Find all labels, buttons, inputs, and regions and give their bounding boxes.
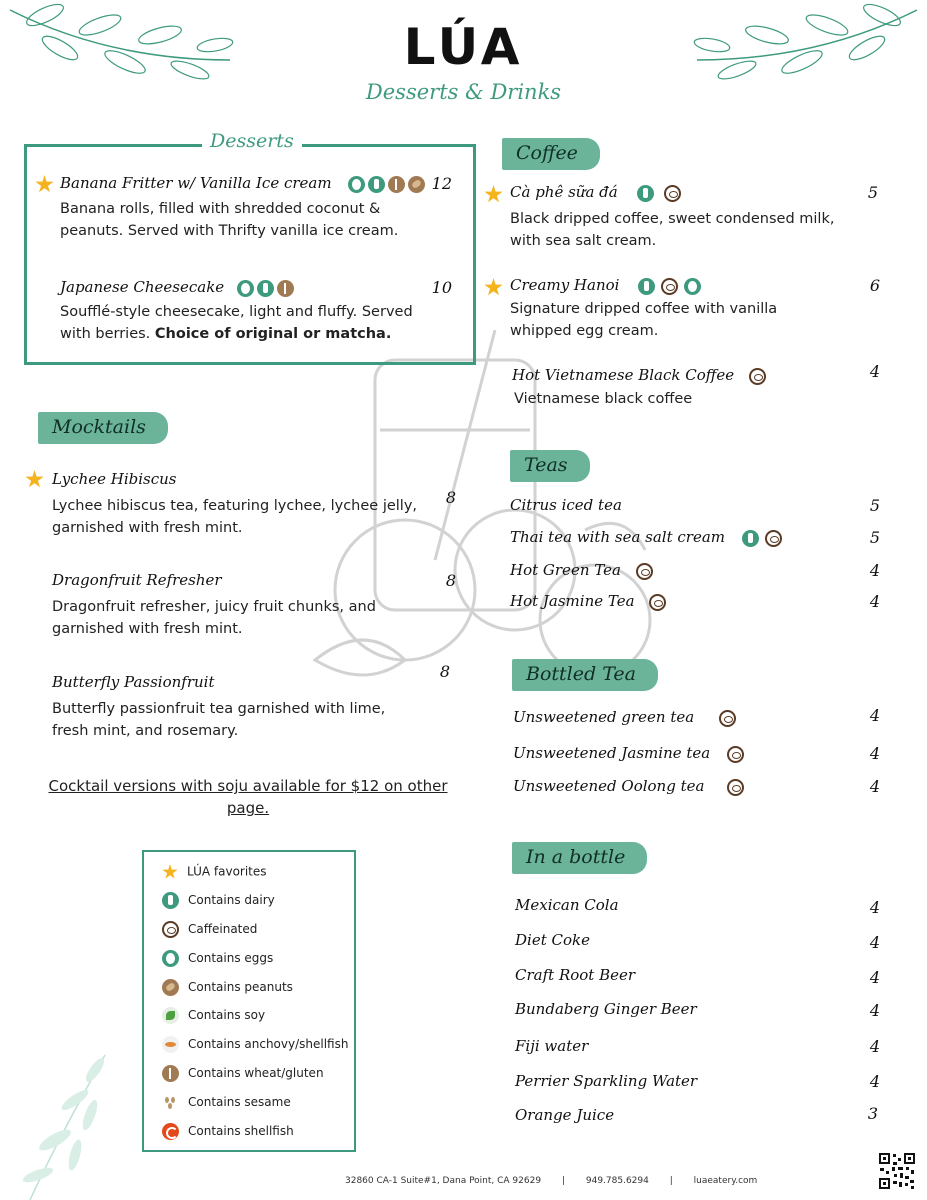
legend-row [162,1094,291,1116]
coffee-section-tag: Coffee [502,138,600,170]
menu-item-price: 4 [869,561,880,580]
legend-label: Contains sesame [188,1095,291,1109]
cocktail-note: Cocktail versions with soju available for $12 on other page. [48,777,448,817]
menu-item-price: 12 [431,174,452,193]
teas-section-tag: Teas [510,450,590,482]
menu-item-description: Signature dripped coffee with vanilla whipped egg cream. [510,301,778,339]
menu-item-price: 8 [445,571,456,590]
menu-item-name [510,276,701,295]
favorite-star-icon [25,470,44,489]
menu-item-description: Butterfly passionfruit tea garnished with lime, fresh mint, and rosemary. [52,701,386,739]
menu-item-name: Fiji water [515,1037,589,1055]
menu-item-price: 4 [869,1072,880,1091]
dairy-icon [742,530,759,547]
menu-item-price: 8 [439,662,450,681]
footer-phone[interactable]: 949.785.6294 [585,1176,649,1186]
menu-item-price: 4 [869,1001,880,1020]
item-name-text: Banana Fritter w/ Vanilla Ice cream [60,174,332,192]
footer [345,1176,757,1186]
allergen-legend [142,850,356,1152]
menu-item-price: 10 [431,278,452,297]
menu-item-name [512,366,766,385]
in-a-bottle-section-tag: In a bottle [512,842,647,874]
menu-item-description: Banana rolls, filled with shredded coconut & peanuts. Served with Thrifty vanilla ice cream. [60,201,399,239]
item-name-text: Hot Green Tea [510,561,621,579]
dairy-icon [637,185,654,202]
item-name-text: Creamy Hanoi [510,276,620,294]
bottled-tea-section-tag: Bottled Tea [512,659,658,691]
menu-item-price: 5 [867,183,878,202]
eggs-icon [348,176,365,193]
menu-item-price: 4 [869,744,880,763]
description-bold-text: Choice of original or matcha. [154,326,392,342]
eggs-icon [162,950,179,967]
menu-item-name [510,561,653,580]
menu-item-description: Black dripped coffee, sweet condensed milk, with sea salt cream. [510,211,835,249]
menu-item-name [510,592,666,611]
legend-row [162,864,267,886]
dairy-icon [638,278,655,295]
footer-website[interactable]: luaeatery.com [693,1176,758,1186]
item-name-text: Unsweetened Jasmine tea [513,744,711,762]
menu-item-price: 4 [869,362,880,381]
dairy-icon [257,280,274,297]
menu-item-name [60,174,425,193]
menu-item-description [60,301,440,345]
legend-row [162,1065,324,1087]
menu-item-name: Perrier Sparkling Water [515,1072,698,1090]
menu-item-name: Craft Root Beer [515,966,636,984]
caffeine-icon [664,185,681,202]
legend-row [162,1007,265,1029]
item-name-text: Hot Vietnamese Black Coffee [512,366,735,384]
menu-item-name [513,777,744,796]
restaurant-logo: LÚA [403,18,524,76]
legend-label: Contains soy [188,1008,266,1022]
legend-label: LÚA favorites [187,864,267,879]
item-name-text: Japanese Cheesecake [60,278,225,296]
menu-item-price: 4 [869,777,880,796]
leaf-branch-bottom-left-icon [0,1045,120,1200]
menu-item-name: Diet Coke [515,931,590,949]
menu-item-name [510,528,782,547]
caffeine-icon [636,563,653,580]
item-name-text: Thai tea with sea salt cream [510,528,726,546]
peanut-icon [162,979,179,996]
favorite-star-icon [484,185,503,204]
caffeine-icon [727,779,744,796]
dairy-icon [368,176,385,193]
menu-item-price: 6 [869,276,880,295]
menu-item-name: Citrus iced tea [510,496,622,514]
description-text: Soufflé-style cheesecake, light and fluffy. Served with berries. [60,304,413,342]
favorite-star-icon [484,278,503,297]
wheat-icon [162,1065,179,1082]
caffeine-icon [719,710,736,727]
menu-item-description: Lychee hibiscus tea, featuring lychee, lychee jelly, garnished with fresh mint. [52,498,418,536]
menu-item-name [510,183,681,202]
menu-item-price: 5 [869,528,880,547]
menu-item-price: 4 [869,706,880,725]
menu-item-name: Mexican Cola [515,896,619,914]
legend-label: Caffeinated [188,922,258,936]
page-subtitle: Desserts & Drinks [365,80,562,104]
wheat-icon [388,176,405,193]
footer-separator: | [561,1176,565,1186]
legend-row [162,1036,348,1058]
caffeine-icon [727,746,744,763]
eggs-icon [237,280,254,297]
menu-item-name [513,708,736,727]
legend-label: Contains anchovy/shellfish [188,1037,349,1051]
legend-row [162,892,275,914]
sesame-icon [162,1094,179,1111]
wheat-icon [277,280,294,297]
item-name-text: Cà phê sữa đá [510,183,618,201]
caffeine-icon [162,921,179,938]
legend-label: Contains peanuts [188,980,293,994]
item-name-text: Hot Jasmine Tea [510,592,635,610]
menu-item-price: 4 [869,968,880,987]
legend-label: Contains shellfish [188,1124,294,1138]
menu-item-name [513,744,744,763]
caffeine-icon [661,278,678,295]
item-name-text: Unsweetened Oolong tea [513,777,705,795]
menu-item-name: Lychee Hibiscus [52,470,177,488]
menu-item-price: 4 [869,1037,880,1056]
menu-item-price: 4 [869,933,880,952]
menu-item-description: Dragonfruit refresher, juicy fruit chunks, and garnished with fresh mint. [52,599,376,637]
legend-label: Contains wheat/gluten [188,1066,324,1080]
menu-item-price: 5 [869,496,880,515]
menu-item-description: Vietnamese black coffee [514,391,693,407]
menu-item-price: 3 [867,1104,878,1123]
legend-row [162,1123,294,1145]
caffeine-icon [749,368,766,385]
legend-row [162,979,293,1001]
footer-separator: | [669,1176,673,1186]
menu-item-price: 4 [869,898,880,917]
caffeine-icon [649,594,666,611]
menu-item-name: Dragonfruit Refresher [52,571,222,589]
dairy-icon [162,892,179,909]
menu-item-price: 4 [869,592,880,611]
mocktails-section-tag: Mocktails [38,412,168,444]
menu-item-name: Orange Juice [515,1106,615,1124]
peanut-icon [408,176,425,193]
favorite-star-icon [162,864,178,880]
menu-item-name: Bundaberg Ginger Beer [515,1000,697,1018]
legend-label: Contains eggs [188,951,274,965]
caffeine-icon [765,530,782,547]
eggs-icon [684,278,701,295]
legend-row [162,950,273,972]
desserts-section-title: Desserts [202,130,302,152]
legend-row [162,921,257,943]
soy-icon [162,1007,179,1024]
item-name-text: Unsweetened green tea [513,708,695,726]
anchovy-icon [162,1036,179,1053]
menu-item-name [60,278,294,297]
qr-code-icon[interactable] [878,1152,916,1190]
shellfish-icon [162,1123,179,1140]
legend-label: Contains dairy [188,893,275,907]
footer-address: 32860 CA-1 Suite#1, Dana Point, CA 92629 [345,1176,542,1186]
menu-item-price: 8 [445,488,456,507]
menu-item-name: Butterfly Passionfruit [52,673,215,691]
